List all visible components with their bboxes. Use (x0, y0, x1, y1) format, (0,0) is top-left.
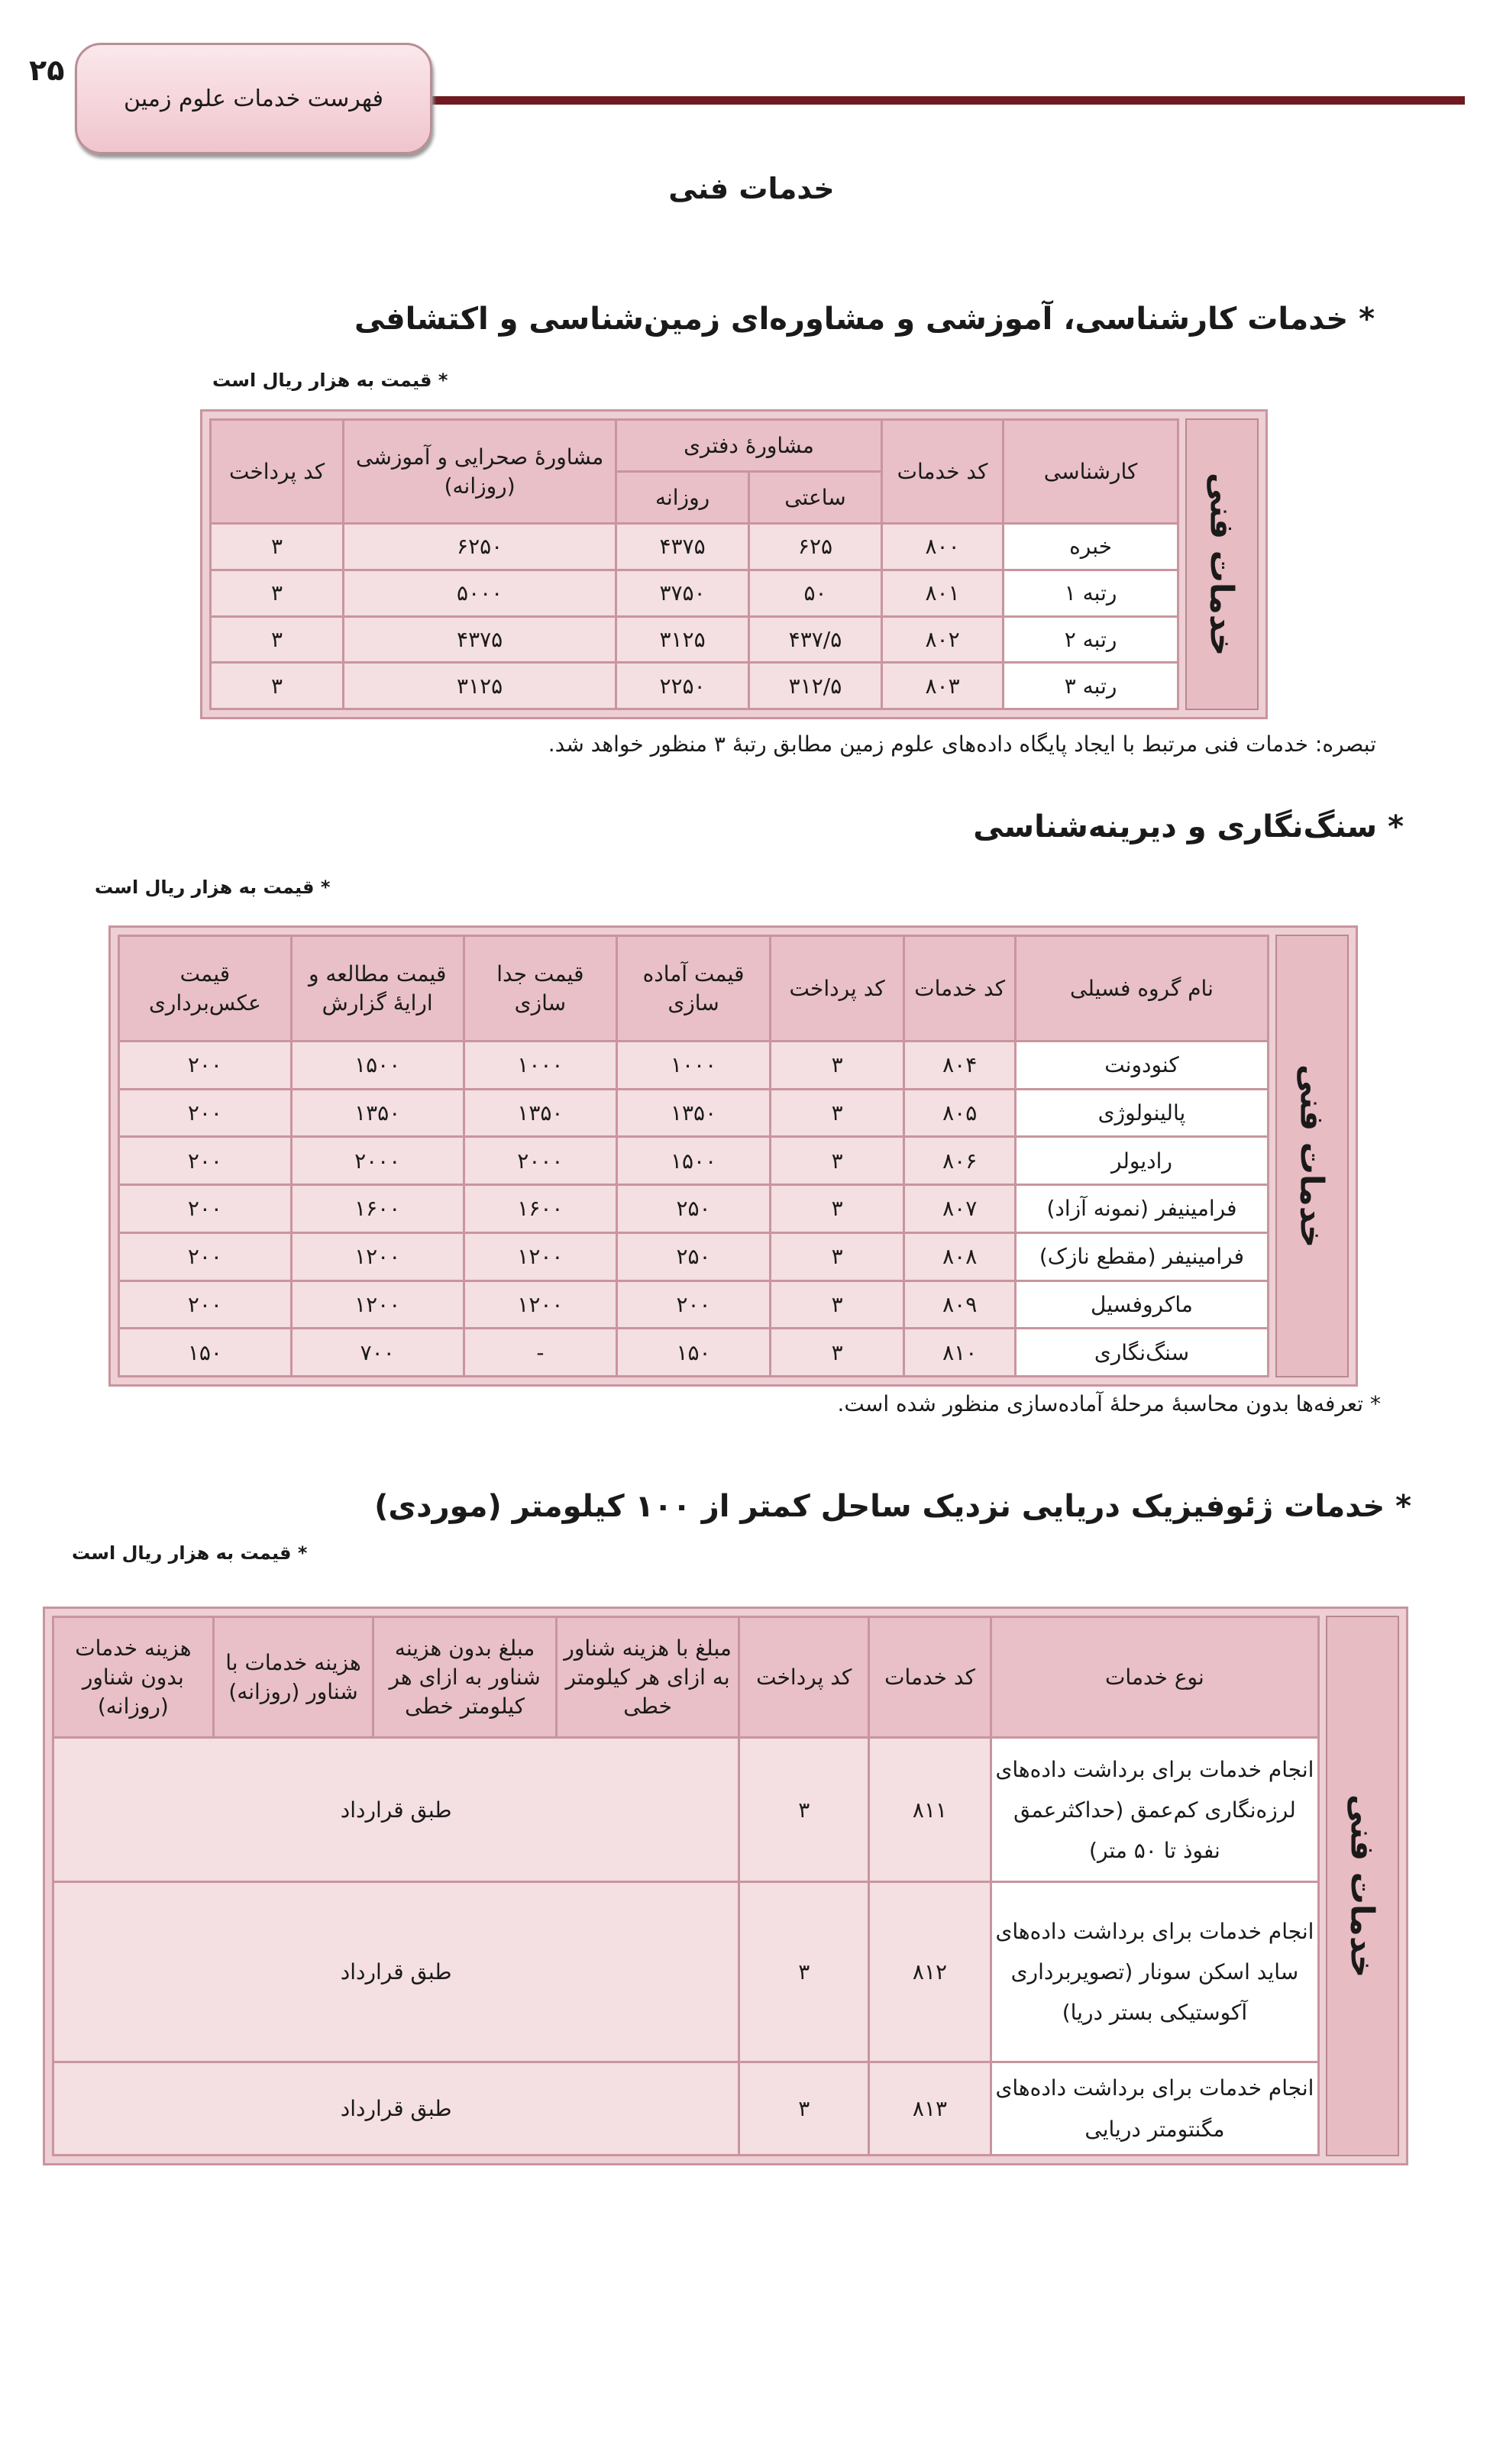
col-field: مشاورهٔ صحرایی و آموزشی (روزانه) (344, 420, 616, 524)
cell-pay: ۳ (770, 1329, 904, 1377)
cell-study: ۱۲۰۰ (291, 1232, 464, 1280)
cell-level: رتبه ۲ (1004, 616, 1178, 663)
cell-sep: ۱۲۰۰ (464, 1232, 617, 1280)
cell-code: ۸۰۹ (904, 1280, 1015, 1329)
table-row (211, 663, 1178, 709)
cell-code: ۸۰۱ (881, 570, 1003, 616)
cell-daily: ۴۳۷۵ (616, 524, 749, 570)
cell-code: ۸۰۲ (881, 616, 1003, 663)
cell-sep: ۱۰۰۰ (464, 1041, 617, 1090)
col-daily-with: هزینه خدمات با شناور (روزانه) (213, 1617, 373, 1738)
cell-field: ۵۰۰۰ (344, 570, 616, 616)
cell-pay: ۳ (770, 1137, 904, 1185)
cell-study: ۱۳۵۰ (291, 1089, 464, 1137)
running-title: فهرست خدمات علوم زمین (75, 43, 432, 154)
cell-hourly: ۳۱۲/۵ (748, 663, 881, 709)
col-pay-code: کد پرداخت (770, 936, 904, 1041)
cell-pay: ۳ (211, 570, 344, 616)
cell-name: سنگ‌نگاری (1015, 1329, 1268, 1377)
cell-field: ۳۱۲۵ (344, 663, 616, 709)
table-row (211, 570, 1178, 616)
table-row (119, 1089, 1269, 1137)
cell-code: ۸۱۱ (869, 1738, 991, 1882)
section1-title: * خدمات کارشناسی، آموزشی و مشاوره‌ای زمین‌شناسی و اکتشافی (354, 302, 1375, 337)
cell-hourly: ۶۲۵ (748, 524, 881, 570)
col-separation: قیمت جدا سازی (464, 936, 617, 1041)
table-row (119, 1137, 1269, 1185)
cell-prep: ۲۰۰ (617, 1280, 771, 1329)
cell-sep: ۱۳۵۰ (464, 1089, 617, 1137)
cell-prep: ۱۰۰۰ (617, 1041, 771, 1090)
section2-title: * سنگ‌نگاری و دیرینه‌شناسی (973, 809, 1404, 844)
cell-name: پالینولوژی (1015, 1089, 1268, 1137)
col-daily: روزانه (616, 472, 749, 524)
cell-hourly: ۵۰ (748, 570, 881, 616)
cell-photo: ۱۵۰ (119, 1329, 292, 1377)
table-row (53, 1882, 1319, 2062)
cell-type: انجام خدمات برای برداشت داده‌های ساید اسکن سونار (تصویربرداری آکوستیکی بستر دریا) (991, 1882, 1318, 2062)
section1-table (200, 409, 1268, 719)
table-row (119, 1232, 1269, 1280)
cell-code: ۸۰۴ (904, 1041, 1015, 1090)
cell-pay: ۳ (739, 1882, 869, 2062)
col-pay-code: کد پرداخت (739, 1617, 869, 1738)
col-group: نام گروه فسیلی (1015, 936, 1268, 1041)
cell-name: ماکروفسیل (1015, 1280, 1268, 1329)
cell-price: طبق قرارداد (53, 1738, 739, 1882)
col-service-code: کد خدمات (904, 936, 1015, 1041)
cell-pay: ۳ (770, 1041, 904, 1090)
cell-study: ۱۵۰۰ (291, 1041, 464, 1090)
cell-prep: ۲۵۰ (617, 1185, 771, 1233)
page-title: خدمات فنی (668, 172, 835, 205)
cell-hourly: ۴۳۷/۵ (748, 616, 881, 663)
cell-price: طبق قرارداد (53, 1882, 739, 2062)
cell-code: ۸۱۰ (904, 1329, 1015, 1377)
col-service-code: کد خدمات (869, 1617, 991, 1738)
section3-price-note: * قیمت به هزار ریال است (72, 1542, 308, 1564)
cell-study: ۱۶۰۰ (291, 1185, 464, 1233)
col-with-float: مبلغ با هزینه شناور به ازای هر کیلومتر خطی (556, 1617, 739, 1738)
cell-name: کنودونت (1015, 1041, 1268, 1090)
cell-code: ۸۱۲ (869, 1882, 991, 2062)
cell-code: ۸۰۳ (881, 663, 1003, 709)
table-row (119, 1185, 1269, 1233)
col-hourly: ساعتی (748, 472, 881, 524)
col-service-code: کد خدمات (881, 420, 1003, 524)
cell-price: طبق قرارداد (53, 2062, 739, 2156)
cell-photo: ۲۰۰ (119, 1232, 292, 1280)
cell-code: ۸۰۵ (904, 1089, 1015, 1137)
cell-photo: ۲۰۰ (119, 1089, 292, 1137)
cell-code: ۸۰۰ (881, 524, 1003, 570)
cell-prep: ۲۵۰ (617, 1232, 771, 1280)
section1-price-note: * قیمت به هزار ریال است (212, 370, 448, 391)
section2-table (108, 925, 1358, 1387)
col-expertise: کارشناسی (1004, 420, 1178, 524)
section3-title: * خدمات ژئوفیزیک دریایی نزدیک ساحل کمتر از ۱۰۰ کیلومتر (موردی) (374, 1489, 1411, 1524)
cell-prep: ۱۵۰ (617, 1329, 771, 1377)
cell-level: رتبه ۱ (1004, 570, 1178, 616)
cell-sep: ۱۶۰۰ (464, 1185, 617, 1233)
cell-photo: ۲۰۰ (119, 1280, 292, 1329)
cell-pay: ۳ (770, 1280, 904, 1329)
page-number: ۲۵ (29, 53, 65, 87)
cell-sep: - (464, 1329, 617, 1377)
cell-photo: ۲۰۰ (119, 1041, 292, 1090)
cell-field: ۴۳۷۵ (344, 616, 616, 663)
cell-name: رادیولر (1015, 1137, 1268, 1185)
cell-prep: ۱۳۵۰ (617, 1089, 771, 1137)
cell-pay: ۳ (770, 1185, 904, 1233)
cell-code: ۸۰۷ (904, 1185, 1015, 1233)
cell-sep: ۲۰۰۰ (464, 1137, 617, 1185)
table-row (53, 1738, 1319, 1882)
table-row (211, 524, 1178, 570)
cell-code: ۸۱۳ (869, 2062, 991, 2156)
cell-pay: ۳ (770, 1089, 904, 1137)
table-row (211, 616, 1178, 663)
cell-daily: ۳۱۲۵ (616, 616, 749, 663)
side-label: خدمات فنی (1185, 418, 1259, 710)
col-pay-code: کد پرداخت (211, 420, 344, 524)
cell-pay: ۳ (211, 524, 344, 570)
cell-code: ۸۰۸ (904, 1232, 1015, 1280)
cell-study: ۲۰۰۰ (291, 1137, 464, 1185)
col-study: قیمت مطالعه و ارایهٔ گزارش (291, 936, 464, 1041)
section3-table (43, 1607, 1408, 2165)
cell-name: فرامینیفر (نمونه آزاد) (1015, 1185, 1268, 1233)
cell-pay: ۳ (211, 616, 344, 663)
section2-price-note: * قیمت به هزار ریال است (95, 877, 331, 898)
cell-code: ۸۰۶ (904, 1137, 1015, 1185)
section2-footnote: * تعرفه‌ها بدون محاسبهٔ مرحلهٔ آماده‌سازی منظور شده است. (837, 1391, 1381, 1416)
side-label: خدمات فنی (1275, 935, 1349, 1377)
col-daily-without: هزینه خدمات بدون شناور (روزانه) (53, 1617, 214, 1738)
cell-pay: ۳ (211, 663, 344, 709)
cell-name: فرامینیفر (مقطع نازک) (1015, 1232, 1268, 1280)
cell-pay: ۳ (770, 1232, 904, 1280)
col-photo: قیمت عکس‌برداری (119, 936, 292, 1041)
table-row (119, 1041, 1269, 1090)
header-rule (412, 96, 1465, 105)
cell-type: انجام خدمات برای برداشت داده‌های مگنتومتر دریایی (991, 2062, 1318, 2156)
cell-field: ۶۲۵۰ (344, 524, 616, 570)
cell-study: ۱۲۰۰ (291, 1280, 464, 1329)
side-label: خدمات فنی (1326, 1616, 1399, 2156)
col-prep: قیمت آماده سازی (617, 936, 771, 1041)
cell-prep: ۱۵۰۰ (617, 1137, 771, 1185)
cell-daily: ۳۷۵۰ (616, 570, 749, 616)
table-row (119, 1280, 1269, 1329)
table-row (119, 1329, 1269, 1377)
col-type: نوع خدمات (991, 1617, 1318, 1738)
cell-pay: ۳ (739, 2062, 869, 2156)
cell-level: رتبه ۳ (1004, 663, 1178, 709)
cell-study: ۷۰۰ (291, 1329, 464, 1377)
cell-pay: ۳ (739, 1738, 869, 1882)
section1-footnote: تبصره: خدمات فنی مرتبط با ایجاد پایگاه داده‌های علوم زمین مطابق رتبهٔ ۳ منظور خواهد شد. (548, 731, 1376, 757)
col-office: مشاورهٔ دفتری (616, 420, 882, 472)
col-without-float: مبلغ بدون هزینه شناور به ازای هر کیلومتر خطی (373, 1617, 557, 1738)
cell-sep: ۱۲۰۰ (464, 1280, 617, 1329)
cell-daily: ۲۲۵۰ (616, 663, 749, 709)
table-row (53, 2062, 1319, 2156)
cell-photo: ۲۰۰ (119, 1185, 292, 1233)
cell-level: خبره (1004, 524, 1178, 570)
cell-photo: ۲۰۰ (119, 1137, 292, 1185)
cell-type: انجام خدمات برای برداشت داده‌های لرزه‌نگاری کم‌عمق (حداکثرعمق نفوذ تا ۵۰ متر) (991, 1738, 1318, 1882)
